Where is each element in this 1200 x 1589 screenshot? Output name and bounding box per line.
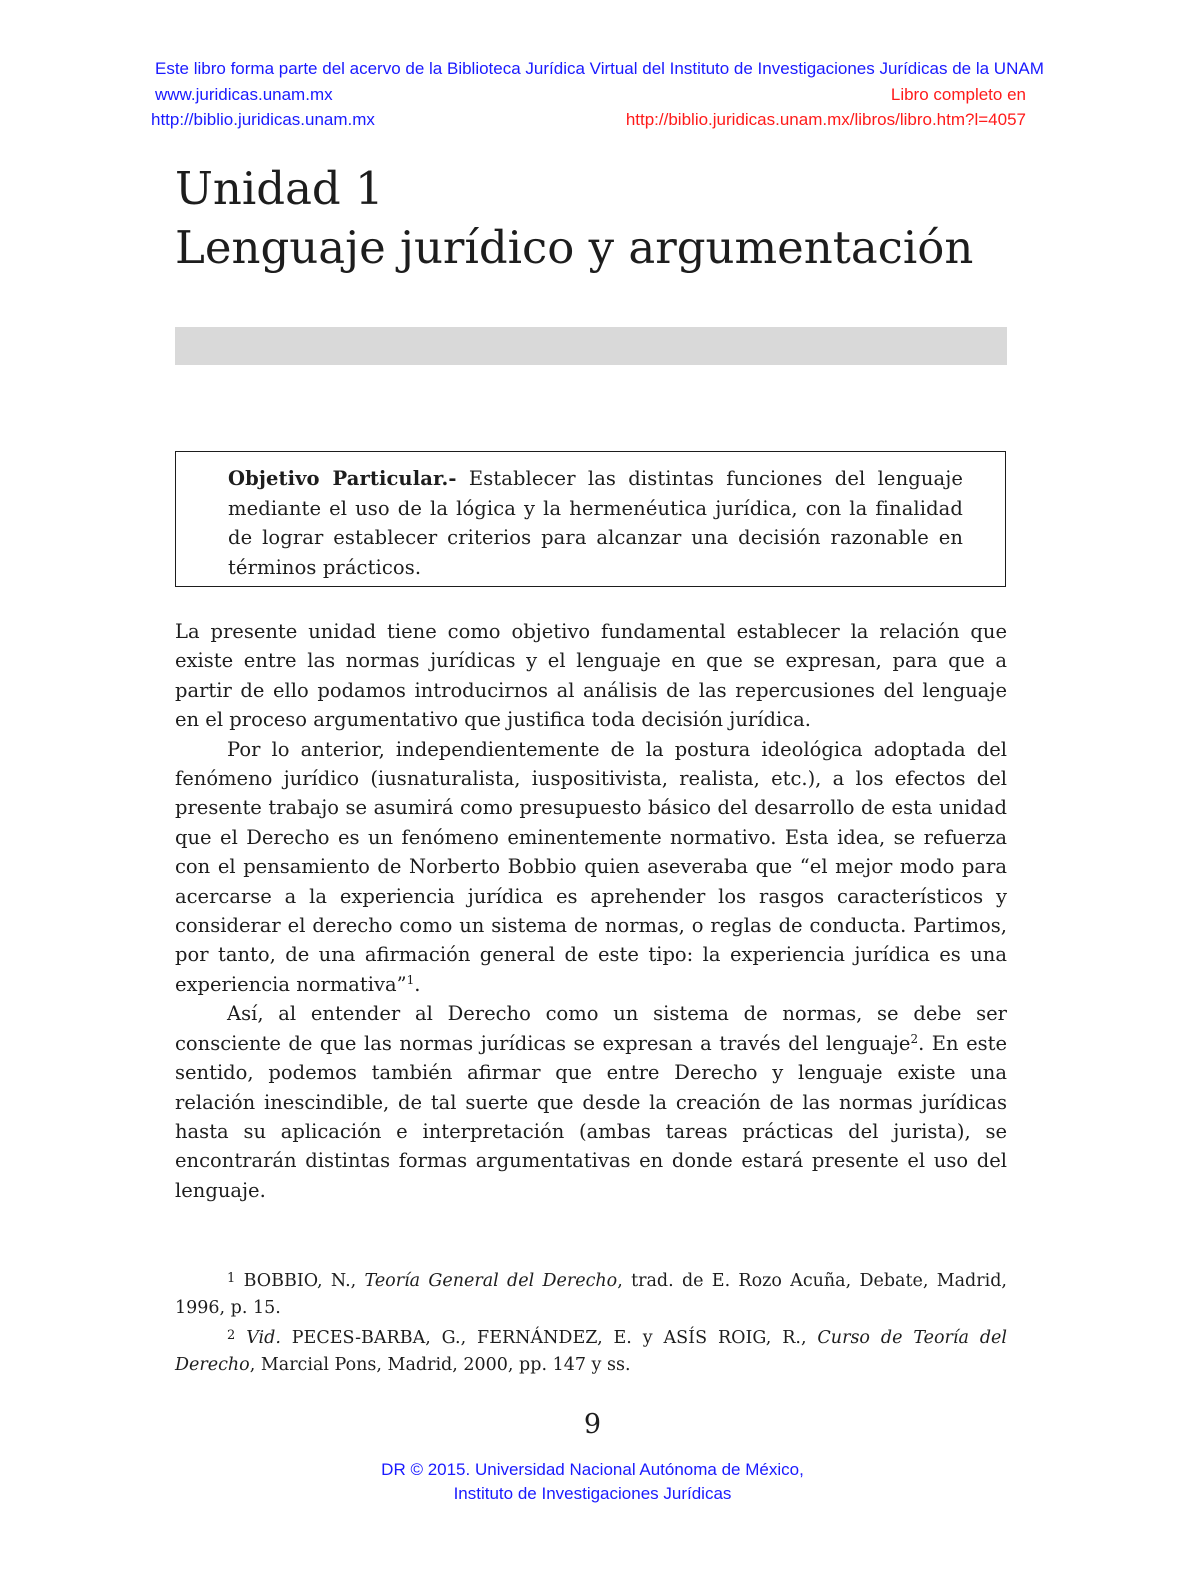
footnote-text: BOBBIO, N., xyxy=(235,1271,365,1291)
footnote-text xyxy=(235,1328,246,1348)
footnote-ref-2[interactable]: 2 xyxy=(910,1031,919,1046)
paragraph-2-end: . xyxy=(414,972,421,996)
objective-label: Objetivo Particular.- xyxy=(228,467,457,490)
footer-rights: DR © 2015. Universidad Nacional Autónoma de México, xyxy=(381,1460,804,1479)
footnotes xyxy=(175,1265,1007,1379)
site-link[interactable]: www.juridicas.unam.mx xyxy=(155,85,333,104)
objective-text xyxy=(228,464,963,582)
footnote-number: 1 xyxy=(227,1271,236,1286)
footnote-text: , Marcial Pons, Madrid, 2000, pp. 147 y ss. xyxy=(249,1355,631,1375)
footnote-text: , trad. de E. Rozo Acuña, Debate, Madrid, 1996, p. 15. xyxy=(175,1271,1007,1318)
library-notice: Este libro forma parte del acervo de la Biblioteca Jurídica Virtual del Instituto de Investigaciones Jurídicas de la UNAM xyxy=(155,59,1044,78)
paragraph-2 xyxy=(175,735,1007,1000)
biblio-link[interactable]: http://biblio.juridicas.unam.mx xyxy=(151,110,375,129)
paragraph-2-text: Por lo anterior, independientemente de la postura ideológica adoptada del fenómeno jurídico (iusnaturalista, iuspositivista, realista, etc.), a los efectos del presente trabajo se asumirá como presupuesto básico del desarrollo de esta unidad que el Derecho es un fenómeno eminentemente normativo. Esta idea, se refuerza con el pensamiento de Norberto Bobbio quien aseveraba que “el mejor modo para acercarse a la experiencia jurídica es aprehender los rasgos característicos y considerar el derecho como un sistema de normas, o reglas de conducta. Partimos, por tanto, de una afirmación general de este tipo: la experiencia jurídica es una experiencia normativa” xyxy=(175,737,1007,996)
complete-book-label: Libro completo en xyxy=(890,85,1026,104)
page-number: 9 xyxy=(583,1409,602,1440)
footnote-number: 2 xyxy=(227,1328,236,1343)
footer-institute: Instituto de Investigaciones Jurídicas xyxy=(453,1484,732,1503)
unit-number: Unidad 1 xyxy=(175,162,384,215)
footnote-vid: Vid. xyxy=(246,1328,281,1348)
footnote-2 xyxy=(175,1322,1007,1379)
footnote-text: PECES-BARBA, G., FERNÁNDEZ, E. y ASÍS ROIG, R., xyxy=(280,1328,818,1348)
footnote-book-title: Curso de Teoría del Derecho xyxy=(175,1328,1007,1375)
book-link[interactable]: http://biblio.juridicas.unam.mx/libros/libro.htm?l=4057 xyxy=(625,110,1026,129)
footnote-book-title: Teoría General del Derecho xyxy=(364,1271,618,1291)
title-band xyxy=(175,327,1007,365)
footnote-1 xyxy=(175,1265,1007,1322)
footnote-ref-1[interactable]: 1 xyxy=(406,972,415,987)
paragraph-3-text: Así, al entender al Derecho como un sistema de normas, se debe ser consciente de que las normas jurídicas se expresan a través del lenguaje xyxy=(175,1002,1007,1055)
paragraph-3 xyxy=(175,999,1007,1205)
unit-title: Lenguaje jurídico y argumentación xyxy=(175,221,974,274)
body-text xyxy=(175,617,1007,1205)
paragraph-1: La presente unidad tiene como objetivo fundamental establecer la relación que existe entre las normas jurídicas y el lenguaje en que se expresan, para que a partir de ello podamos introducirnos al análisis de las repercusiones del lenguaje en el proceso argumentativo que justifica toda decisión jurídica. xyxy=(175,620,1007,732)
objective-box xyxy=(175,451,1006,587)
paragraph-3-rest: . En este sentido, podemos también afirmar que entre Derecho y lenguaje existe una relación inescindible, de tal suerte que desde la creación de las normas jurídicas hasta su aplicación e interpretación (ambas tareas prácticas del jurista), se encontrarán distintas formas argumentativas en donde estará presente el uso del lenguaje. xyxy=(175,1031,1008,1202)
objective-body: Establecer las distintas funciones del lenguaje mediante el uso de la lógica y la hermenéutica jurídica, con la finalidad de lograr establecer criterios para alcanzar una decisión razonable en términos prácticos. xyxy=(228,467,963,579)
